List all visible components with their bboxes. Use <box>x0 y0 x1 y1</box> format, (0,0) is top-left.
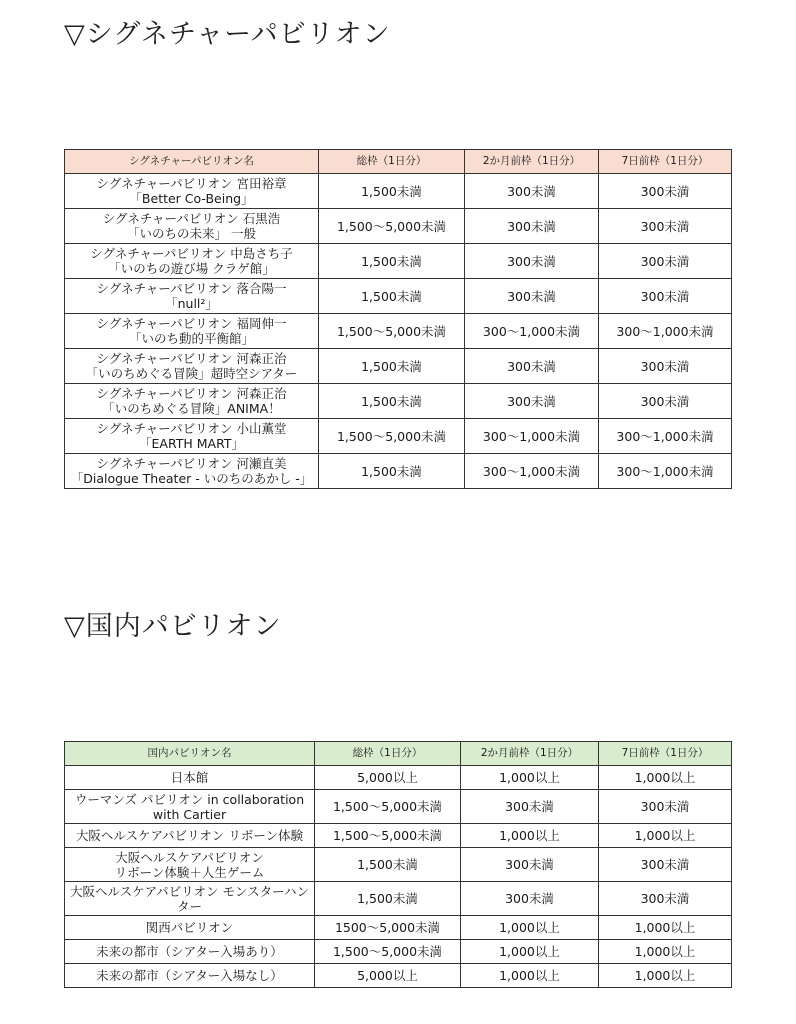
column-header-7-days: 7日前枠（1日分） <box>599 742 732 766</box>
pavilion-name-cell <box>65 882 315 916</box>
two-month-quota-cell: 1,000以上 <box>461 964 599 988</box>
total-quota-cell: 1,500～5,000未満 <box>315 940 461 964</box>
pavilion-name-cell <box>65 244 319 279</box>
two-month-quota-cell: 300未満 <box>465 209 599 244</box>
table-row <box>65 349 732 384</box>
total-quota-cell: 5,000以上 <box>315 964 461 988</box>
pavilion-name-cell <box>65 314 319 349</box>
table-row <box>65 209 732 244</box>
total-quota-cell: 1,500未満 <box>315 882 461 916</box>
total-quota-cell: 1,500未満 <box>319 384 465 419</box>
seven-day-quota-cell: 1,000以上 <box>599 916 732 940</box>
pavilion-name-cell <box>65 174 319 209</box>
pavilion-name-line: シグネチャーパビリオン 河瀬直美 <box>96 456 287 471</box>
pavilion-name-cell <box>65 824 315 848</box>
two-month-quota-cell: 300未満 <box>465 384 599 419</box>
pavilion-name-line: 日本館 <box>170 770 209 785</box>
pavilion-name-line: 「null²」 <box>165 296 218 311</box>
pavilion-name-cell <box>65 209 319 244</box>
column-header-7-days: 7日前枠（1日分） <box>599 150 732 174</box>
total-quota-cell: 1,500～5,000未満 <box>319 209 465 244</box>
pavilion-name-line: 大阪ヘルスケアパビリオン リボーン体験 <box>75 828 304 843</box>
column-header-total: 総枠（1日分） <box>319 150 465 174</box>
two-month-quota-cell: 1,000以上 <box>461 766 599 790</box>
column-header-total: 総枠（1日分） <box>315 742 461 766</box>
table-row <box>65 279 732 314</box>
two-month-quota-cell: 300未満 <box>465 244 599 279</box>
seven-day-quota-cell: 300～1,000未満 <box>599 454 732 489</box>
seven-day-quota-cell: 1,000以上 <box>599 824 732 848</box>
table-row <box>65 314 732 349</box>
two-month-quota-cell: 300～1,000未満 <box>465 454 599 489</box>
seven-day-quota-cell: 300未満 <box>599 384 732 419</box>
column-header-2-months: 2か月前枠（1日分） <box>465 150 599 174</box>
pavilion-name-cell <box>65 766 315 790</box>
table-header-row <box>65 150 732 174</box>
pavilion-name-line: 「EARTH MART」 <box>139 436 244 451</box>
two-month-quota-cell: 300未満 <box>461 882 599 916</box>
signature-pavilion-heading: ▽シグネチャーパビリオン <box>64 19 391 50</box>
two-month-quota-cell: 300未満 <box>465 349 599 384</box>
total-quota-cell: 1,500未満 <box>315 848 461 882</box>
table-row <box>65 174 732 209</box>
two-month-quota-cell: 1,000以上 <box>461 940 599 964</box>
total-quota-cell: 1,500未満 <box>319 279 465 314</box>
pavilion-name-line: 「Dialogue Theater - いのちのあかし -」 <box>70 471 313 486</box>
seven-day-quota-cell: 300未満 <box>599 882 732 916</box>
table-row <box>65 940 732 964</box>
pavilion-name-line: ター <box>176 898 202 914</box>
two-month-quota-cell: 300未満 <box>461 790 599 824</box>
total-quota-cell: 1,500～5,000未満 <box>319 314 465 349</box>
column-header-name: 国内パビリオン名 <box>65 742 315 766</box>
pavilion-name-line: シグネチャーパビリオン 福岡伸一 <box>96 316 287 331</box>
pavilion-name-line: 「いのちめぐる冒険」超時空シアター <box>85 366 298 381</box>
pavilion-name-line: シグネチャーパビリオン 中島さち子 <box>90 246 293 261</box>
pavilion-name-line: 未来の都市（シアター入場なし） <box>96 968 283 983</box>
pavilion-name-line: 「いのち動的平衡館」 <box>128 331 254 346</box>
domestic-pavilion-table <box>64 741 732 988</box>
seven-day-quota-cell: 300未満 <box>599 279 732 314</box>
table-row <box>65 916 732 940</box>
pavilion-name-line: 関西パビリオン <box>145 920 234 935</box>
total-quota-cell: 1,500未満 <box>319 349 465 384</box>
total-quota-cell: 1500～5,000未満 <box>315 916 461 940</box>
pavilion-name-cell <box>65 964 315 988</box>
pavilion-name-cell <box>65 279 319 314</box>
two-month-quota-cell: 1,000以上 <box>461 916 599 940</box>
table-row <box>65 384 732 419</box>
two-month-quota-cell: 300～1,000未満 <box>465 419 599 454</box>
seven-day-quota-cell: 300未満 <box>599 174 732 209</box>
total-quota-cell: 1,500～5,000未満 <box>315 790 461 824</box>
seven-day-quota-cell: 300未満 <box>599 349 732 384</box>
two-month-quota-cell: 1,000以上 <box>461 824 599 848</box>
pavilion-name-line: 大阪ヘルスケアパビリオン モンスターハン <box>70 883 309 899</box>
total-quota-cell: 5,000以上 <box>315 766 461 790</box>
two-month-quota-cell: 300未満 <box>461 848 599 882</box>
table-row <box>65 766 732 790</box>
pavilion-name-line: 「いのちめぐる冒険」ANIMA！ <box>102 401 281 416</box>
total-quota-cell: 1,500未満 <box>319 244 465 279</box>
seven-day-quota-cell: 1,000以上 <box>599 964 732 988</box>
two-month-quota-cell: 300未満 <box>465 279 599 314</box>
seven-day-quota-cell: 300未満 <box>599 790 732 824</box>
pavilion-name-line: シグネチャーパビリオン 石黒浩 <box>102 211 281 226</box>
seven-day-quota-cell: 300未満 <box>599 209 732 244</box>
total-quota-cell: 1,500～5,000未満 <box>315 824 461 848</box>
table-row <box>65 244 732 279</box>
column-header-2-months: 2か月前枠（1日分） <box>461 742 599 766</box>
seven-day-quota-cell: 1,000以上 <box>599 940 732 964</box>
pavilion-name-line: ウーマンズ パビリオン in collaboration <box>74 791 305 807</box>
seven-day-quota-cell: 300～1,000未満 <box>599 314 732 349</box>
table-row <box>65 824 732 848</box>
total-quota-cell: 1,500未満 <box>319 174 465 209</box>
table-row <box>65 419 732 454</box>
table-row <box>65 964 732 988</box>
total-quota-cell: 1,500～5,000未満 <box>319 419 465 454</box>
pavilion-name-line: シグネチャーパビリオン 宮田裕章 <box>96 176 287 191</box>
column-header-name: シグネチャーパビリオン名 <box>65 150 319 174</box>
table-row <box>65 454 732 489</box>
pavilion-name-line: with Cartier <box>152 806 227 822</box>
seven-day-quota-cell: 300～1,000未満 <box>599 419 732 454</box>
two-month-quota-cell: 300～1,000未満 <box>465 314 599 349</box>
seven-day-quota-cell: 300未満 <box>599 848 732 882</box>
two-month-quota-cell: 300未満 <box>465 174 599 209</box>
pavilion-name-line: シグネチャーパビリオン 河森正治 <box>96 351 287 366</box>
seven-day-quota-cell: 1,000以上 <box>599 766 732 790</box>
pavilion-name-cell <box>65 454 319 489</box>
total-quota-cell: 1,500未満 <box>319 454 465 489</box>
pavilion-name-cell <box>65 790 315 824</box>
pavilion-name-line: 大阪ヘルスケアパビリオン <box>115 849 264 865</box>
pavilion-name-line: シグネチャーパビリオン 落合陽一 <box>96 281 287 296</box>
pavilion-name-line: 「いのちの遊び場 クラゲ館」 <box>108 261 275 276</box>
pavilion-name-cell <box>65 916 315 940</box>
domestic-pavilion-heading: ▽国内パビリオン <box>64 611 282 642</box>
pavilion-name-line: 「Better Co-Being」 <box>129 191 254 206</box>
table-row <box>65 882 732 916</box>
pavilion-name-cell <box>65 349 319 384</box>
pavilion-name-line: 「いのちの未来」 一般 <box>127 226 256 241</box>
seven-day-quota-cell: 300未満 <box>599 244 732 279</box>
pavilion-name-cell <box>65 940 315 964</box>
pavilion-name-line: リボーン体験＋人生ゲーム <box>114 864 265 880</box>
table-row <box>65 848 732 882</box>
pavilion-name-line: シグネチャーパビリオン 河森正治 <box>96 386 287 401</box>
table-row <box>65 790 732 824</box>
pavilion-name-cell <box>65 419 319 454</box>
pavilion-name-line: シグネチャーパビリオン 小山薫堂 <box>96 421 287 436</box>
table-header-row <box>65 742 732 766</box>
pavilion-name-line: 未来の都市（シアター入場あり） <box>96 944 283 959</box>
pavilion-name-cell <box>65 848 315 882</box>
pavilion-name-cell <box>65 384 319 419</box>
signature-pavilion-table <box>64 149 732 489</box>
